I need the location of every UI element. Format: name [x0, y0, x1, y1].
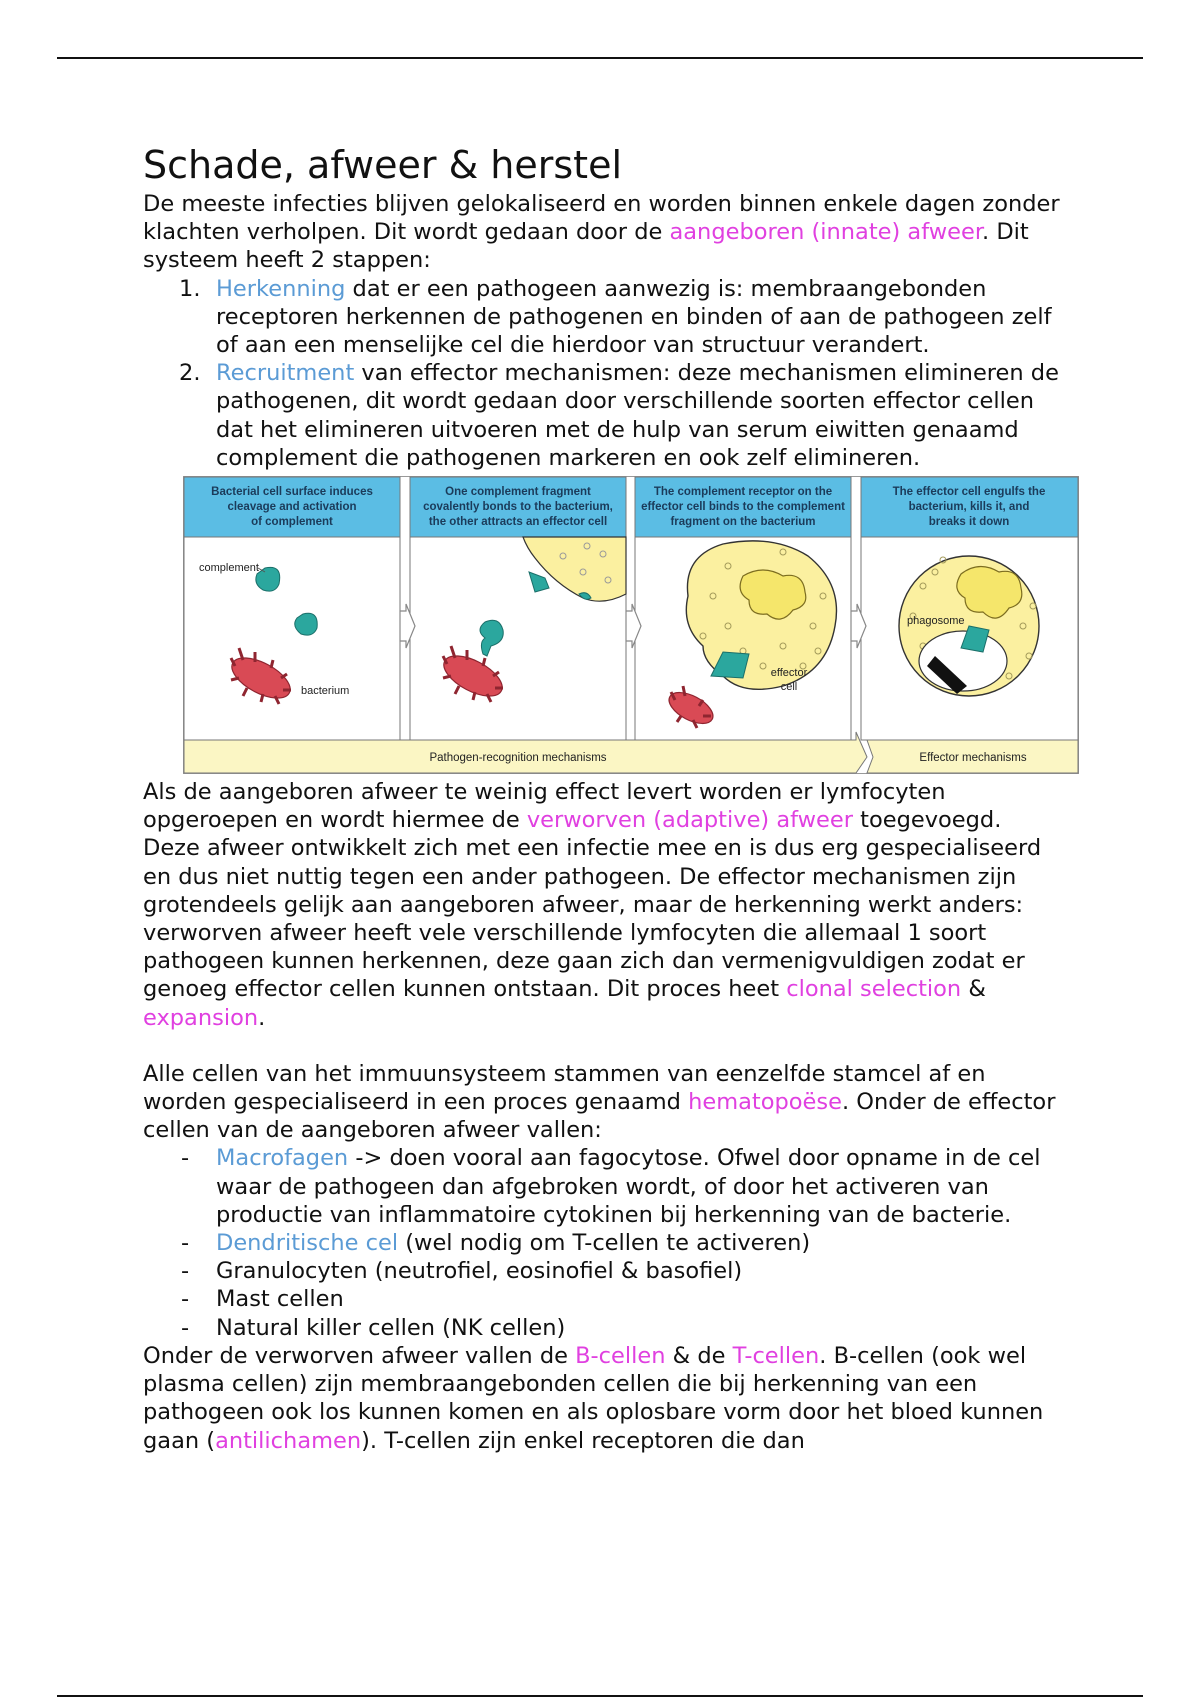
list-item: [143, 359, 1063, 472]
highlight-innate: aangeboren (innate) afweer: [669, 219, 983, 246]
complement-diagram: [183, 476, 1079, 774]
list-item: [143, 1229, 1063, 1257]
adaptive-text: &: [961, 976, 986, 1003]
bullet: -: [181, 1145, 190, 1172]
list-number: 1.: [179, 275, 201, 302]
footer-rule: [57, 1695, 1143, 1697]
cells-text: . Onder de effector cellen van de aangeboren afweer vallen:: [143, 1089, 1056, 1144]
innate-cells-list: [143, 1144, 1063, 1341]
adaptive-text: Als de aangeboren afweer te weinig effect levert worden er lymfocyten opgeroepen en wordt hiermee de: [143, 779, 946, 834]
effector-label-line-1: effector: [770, 667, 808, 680]
list-item: [143, 1285, 1063, 1313]
bullet: -: [181, 1314, 190, 1341]
intro-text: De meeste infecties blijven gelokaliseerd en worden binnen enkele dagen zonder klachten verholpen. Dit wordt gedaan door de: [143, 191, 1060, 246]
complement-figure: [183, 476, 1079, 774]
list-item-text: dat er een pathogeen aanwezig is: membraangebonden receptoren herkennen de pathogenen en binden of aan de pathogeen zelf of aan een menselijke cel die hierdoor van structuur verandert.: [216, 275, 1052, 359]
panel-2-title-line-1: One complement fragment: [445, 486, 591, 499]
highlight-clonal-selection: clonal selection: [786, 976, 962, 1003]
panel-2-title-line-3: the other attracts an effector cell: [428, 516, 608, 529]
page-title: Schade, afweer & herstel: [143, 143, 623, 187]
list-item: [143, 1314, 1063, 1342]
term-macrofagen: Macrofagen: [216, 1145, 349, 1172]
list-item-text: (wel nodig om T-cellen te activeren): [398, 1230, 811, 1257]
paragraph-gap: [143, 1032, 1063, 1060]
panel-1-title-line-1: Bacterial cell surface induces: [211, 486, 373, 499]
header-rule: [57, 57, 1143, 59]
adaptive-cells-paragraph: [143, 1342, 1063, 1455]
list-item-text: Natural killer cellen (NK cellen): [216, 1314, 566, 1341]
highlight-expansion: expansion: [143, 1004, 259, 1031]
list-item-text: van effector mechanismen: deze mechanismen elimineren de pathogenen, dit wordt gedaan door verschillende soorten effector cellen dat het elimineren uitvoeren met de hulp van serum eiwitten genaamd complement die pathogenen markeren en ook zelf elimineren.: [216, 360, 1059, 471]
steps-list: [143, 275, 1063, 472]
term-dendritische-cel: Dendritische cel: [216, 1230, 399, 1257]
list-item: [143, 1144, 1063, 1229]
panel-3-title-line-2: effector cell binds to the complement: [641, 501, 845, 514]
highlight-adaptive: verworven (adaptive) afweer: [526, 807, 853, 834]
recognition-footer-label: Pathogen-recognition mechanisms: [429, 752, 607, 765]
highlight-t-cellen: T-cellen: [732, 1342, 820, 1369]
highlight-b-cellen: B-cellen: [575, 1342, 666, 1369]
adaptive-paragraph: [143, 778, 1063, 1032]
adaptive-text: toegevoegd. Deze afweer ontwikkelt zich met een infectie mee en is dus erg gespecialiseerd en dus niet nuttig tegen een ander pathogeen. De effector mechanismen zijn grotendeels gelijk aan aangeboren afweer, maar de herkenning werkt anders: verworven afweer heeft vele verschillende lymfocyten die allemaal 1 soort pathogeen kunnen herkennen, deze gaan zich dan vermenigvuldigen zodat er genoeg effector cellen kunnen ontstaan. Dit proces heet: [143, 807, 1042, 1003]
intro-paragraph: [143, 190, 1063, 275]
panel-4-title-line-1: The effector cell engulfs the: [892, 486, 1046, 499]
list-item: [143, 1257, 1063, 1285]
document-body: [143, 140, 1063, 1455]
list-item-text: -> doen vooral aan fagocytose. Ofwel door opname in de cel waar de pathogeen dan afgebroken wordt, of door het activeren van productie van inflammatoire cytokinen bij herkenning van de bacterie.: [216, 1145, 1041, 1228]
adaptive-cells-text: Onder de verworven afweer vallen de: [143, 1342, 576, 1369]
adaptive-cells-text: . B-cellen (ook wel plasma cellen) zijn membraangebonden cellen die bij herkenning van een pathogeen ook los kunnen komen en als oplosbare vorm door het bloed kunnen gaan (: [143, 1342, 1044, 1454]
bullet: -: [181, 1230, 190, 1257]
cells-text: Alle cellen van het immuunsysteem stammen van eenzelfde stamcel af en worden gespecialiseerd in een proces genaamd: [143, 1060, 986, 1116]
bacterium-label: bacterium: [301, 685, 350, 698]
adaptive-text: .: [258, 1004, 266, 1031]
list-item: [143, 275, 1063, 360]
term-recruitment: Recruitment: [216, 360, 355, 387]
bullet: -: [181, 1286, 190, 1313]
phagosome-label: phagosome: [907, 615, 965, 628]
intro-text-end: . Dit systeem heeft 2 stappen:: [143, 219, 1029, 274]
complement-label: complement: [199, 562, 259, 575]
bullet: -: [181, 1258, 190, 1285]
panel-3-title-line-1: The complement receptor on the: [653, 486, 833, 499]
list-number: 2.: [179, 360, 201, 387]
panel-3-title-line-3: fragment on the bacterium: [670, 516, 816, 529]
cells-paragraph: [143, 1060, 1063, 1145]
panel-4-title-line-2: bacterium, kills it, and: [908, 501, 1030, 514]
list-item-text: Granulocyten (neutrofiel, eosinofiel & basofiel): [216, 1258, 743, 1285]
panel-4-title-line-3: breaks it down: [928, 516, 1010, 529]
panel-1-title-line-3: of complement: [251, 516, 333, 529]
adaptive-cells-text: ). T-cellen zijn enkel receptoren die dan: [361, 1427, 805, 1454]
term-herkenning: Herkenning: [216, 275, 346, 302]
highlight-antilichamen: antilichamen: [215, 1427, 362, 1454]
list-item-text: Mast cellen: [216, 1286, 344, 1313]
adaptive-cells-text: & de: [665, 1342, 733, 1369]
highlight-hematopoese: hematopoëse: [688, 1089, 842, 1116]
panel-2-title-line-2: covalently bonds to the bacterium,: [423, 501, 613, 514]
effector-label-line-2: cell: [780, 681, 798, 694]
panel-4-illustration: [899, 556, 1039, 696]
effector-footer-label: Effector mechanisms: [919, 752, 1027, 765]
panel-1-title-line-2: cleavage and activation: [227, 501, 357, 514]
